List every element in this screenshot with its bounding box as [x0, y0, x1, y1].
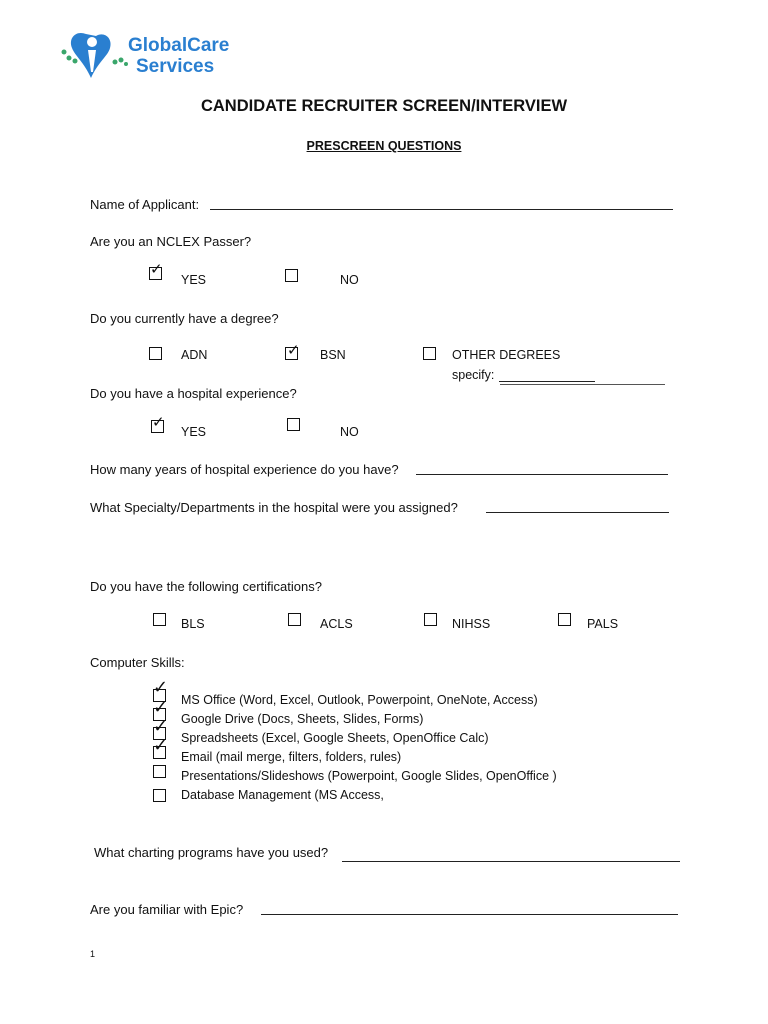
skill-email-label: Email (mail merge, filters, folders, rules) — [181, 750, 402, 764]
check-mark-icon: ✓ — [150, 261, 163, 278]
cert-nihss-label: NIHSS — [452, 617, 491, 631]
check-mark-icon: ✓ — [153, 677, 169, 697]
degree-other-checkbox[interactable] — [423, 347, 436, 360]
nclex-yes-label: YES — [181, 273, 207, 287]
skill-database-checkbox[interactable] — [153, 789, 166, 802]
question-certifications: Do you have the following certifications? — [90, 579, 322, 594]
cert-pals-checkbox[interactable] — [558, 613, 571, 626]
nclex-no-label: NO — [340, 273, 359, 287]
question-degree: Do you currently have a degree? — [90, 311, 279, 326]
question-charting: What charting programs have you used? — [94, 845, 329, 860]
degree-adn-checkbox[interactable] — [149, 347, 162, 360]
skill-database-label: Database Management (MS Access, — [181, 788, 384, 802]
skill-google-drive-label: Google Drive (Docs, Sheets, Slides, Forms) — [181, 712, 424, 726]
check-mark-icon: ✓ — [153, 735, 169, 755]
epic-input-line[interactable] — [261, 914, 678, 915]
degree-specify-label: specify: — [452, 368, 495, 382]
charting-input-line[interactable] — [342, 861, 680, 862]
hospital-yes-label: YES — [181, 425, 207, 439]
cert-bls-label: BLS — [181, 617, 205, 631]
question-nclex: Are you an NCLEX Passer? — [90, 234, 252, 249]
logo-mark-icon — [58, 28, 130, 86]
check-mark-icon: ✓ — [287, 342, 300, 359]
skill-presentations-label: Presentations/Slideshows (Powerpoint, Google Slides, OpenOffice ) — [181, 769, 557, 783]
degree-adn-label: ADN — [181, 348, 208, 362]
cert-pals-label: PALS — [587, 617, 619, 631]
cert-acls-checkbox[interactable] — [288, 613, 301, 626]
question-specialty: What Specialty/Departments in the hospital were you assigned? — [90, 500, 458, 515]
nclex-no-checkbox[interactable] — [285, 269, 298, 282]
years-input-line[interactable] — [416, 474, 668, 475]
logo-line-1: GlobalCare — [128, 35, 230, 56]
logo — [58, 28, 248, 86]
check-mark-icon: ✓ — [153, 716, 169, 736]
skill-spreadsheets-label: Spreadsheets (Excel, Google Sheets, OpenOffice Calc) — [181, 731, 489, 745]
logo-line-2: Services — [136, 56, 215, 77]
question-years: How many years of hospital experience do you have? — [90, 462, 399, 477]
check-mark-icon: ✓ — [152, 414, 165, 431]
question-epic: Are you familiar with Epic? — [90, 902, 244, 917]
hospital-no-label: NO — [340, 425, 359, 439]
degree-specify-input-line[interactable] — [499, 381, 595, 382]
hospital-no-checkbox[interactable] — [287, 418, 300, 431]
check-mark-icon: ✓ — [153, 697, 169, 717]
page-number: 1 — [90, 949, 96, 959]
specialty-input-line[interactable] — [486, 512, 669, 513]
page-title: CANDIDATE RECRUITER SCREEN/INTERVIEW — [200, 97, 568, 115]
degree-other-label: OTHER DEGREES — [452, 348, 561, 362]
cert-bls-checkbox[interactable] — [153, 613, 166, 626]
cert-nihss-checkbox[interactable] — [424, 613, 437, 626]
skill-ms-office-label: MS Office (Word, Excel, Outlook, Powerpoint, OneNote, Access) — [181, 693, 538, 707]
skill-presentations-checkbox[interactable] — [153, 765, 166, 778]
degree-bsn-label: BSN — [320, 348, 346, 362]
name-input-line[interactable] — [210, 209, 673, 210]
page-subtitle: PRESCREEN QUESTIONS — [306, 139, 462, 153]
question-computer-skills: Computer Skills: — [90, 655, 185, 670]
cert-acls-label: ACLS — [320, 617, 353, 631]
degree-specify-input-line-2[interactable] — [500, 384, 665, 385]
question-name: Name of Applicant: — [90, 197, 200, 212]
question-hospital: Do you have a hospital experience? — [90, 386, 297, 401]
